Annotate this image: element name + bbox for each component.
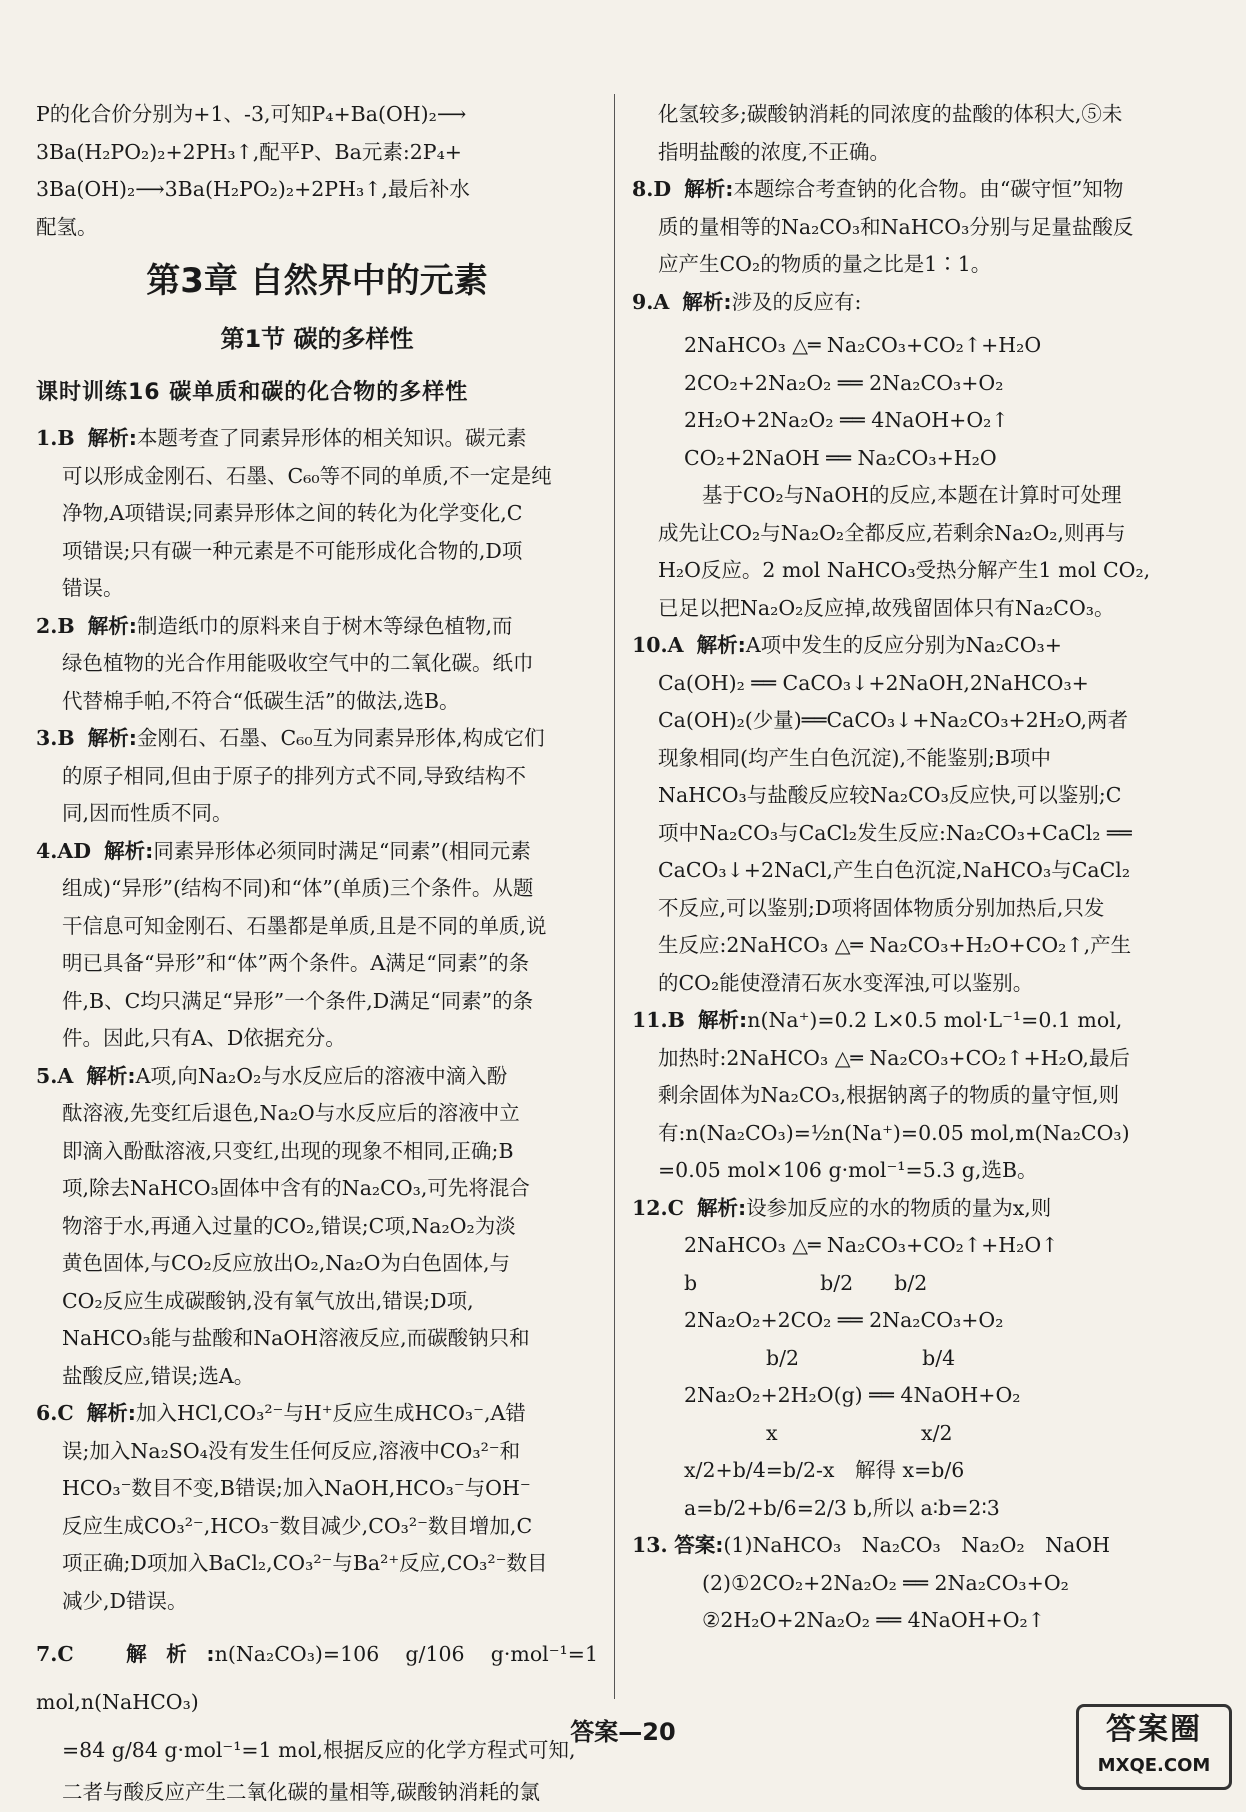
answer-item bbox=[36, 833, 598, 1058]
answer-text: 干信息可知金刚石、石墨都是单质,且是不同的单质,说 bbox=[62, 913, 547, 938]
answer-text: 反应生成CO₃²⁻,HCO₃⁻数目减少,CO₃²⁻数目增加,C bbox=[62, 1513, 533, 1538]
answer-number: 6.C bbox=[36, 1401, 74, 1425]
answer-item bbox=[632, 1190, 1210, 1528]
answer-text: 件,B、C均只满足“异形”一个条件,D满足“同素”的条 bbox=[62, 988, 534, 1013]
analysis-label: 解析: bbox=[684, 177, 734, 201]
answer-text: 二者与酸反应产生二氧化碳的量相等,碳酸钠消耗的氯 bbox=[62, 1780, 541, 1804]
answer-text: 项正确;D项加入BaCl₂,CO₃²⁻与Ba²⁺反应,CO₃²⁻数目 bbox=[62, 1551, 548, 1575]
answer-number: 10.A bbox=[632, 633, 684, 657]
answer-text: 即滴入酚酞溶液,只变红,出现的现象不相同,正确;B bbox=[62, 1138, 514, 1163]
answer-text: CO₂反应生成碳酸钠,没有氧气放出,错误;D项, bbox=[62, 1288, 474, 1313]
answer-text: 可以形成金刚石、石墨、C₆₀等不同的单质,不一定是纯 bbox=[62, 463, 552, 488]
answer-text: H₂O反应。2 mol NaHCO₃受热分解产生1 mol CO₂, bbox=[658, 558, 1151, 582]
answer-text: 酞溶液,先变红后退色,Na₂O与水反应后的溶液中立 bbox=[62, 1101, 520, 1125]
answer-text: (1)NaHCO₃ Na₂CO₃ Na₂O₂ NaOH bbox=[723, 1533, 1111, 1557]
answer-text: 加入HCl,CO₃²⁻与H⁺反应生成HCO₃⁻,A错 bbox=[135, 1401, 526, 1425]
answer-text: 不反应,可以鉴别;D项将固体物质分别加热后,只发 bbox=[658, 895, 1105, 920]
answer-text: 盐酸反应,错误;选A。 bbox=[62, 1363, 255, 1388]
equation: x x/2 bbox=[684, 1420, 953, 1445]
watermark-top: 答案圈 bbox=[1106, 1712, 1202, 1747]
answer-text: 本题考查了同素异形体的相关知识。碳元素 bbox=[136, 426, 527, 450]
equation: 2NaHCO₃ △═ Na₂CO₃+CO₂↑+H₂O bbox=[684, 333, 1042, 357]
answer-text: 加热时:2NaHCO₃ △═ Na₂CO₃+CO₂↑+H₂O,最后 bbox=[658, 1045, 1130, 1070]
answer-text: NaHCO₃能与盐酸和NaOH溶液反应,而碳酸钠只和 bbox=[62, 1326, 530, 1350]
answer-number: 13. bbox=[632, 1533, 668, 1557]
column-divider bbox=[614, 94, 615, 1699]
answer-item bbox=[36, 1395, 598, 1620]
answer-text: HCO₃⁻数目不变,B错误;加入NaOH,HCO₃⁻与OH⁻ bbox=[62, 1476, 531, 1500]
answer-label: 答案: bbox=[674, 1533, 724, 1557]
watermark-bottom: MXQE.COM bbox=[1097, 1755, 1211, 1776]
answer-text: 成先让CO₂与Na₂O₂全都反应,若剩余Na₂O₂,则再与 bbox=[658, 520, 1126, 545]
answer-text: Ca(OH)₂(少量)══CaCO₃↓+Na₂CO₃+2H₂O,两者 bbox=[658, 708, 1128, 732]
analysis-label: 解析: bbox=[87, 426, 137, 450]
answer-text: NaHCO₃与盐酸反应较Na₂CO₃反应快,可以鉴别;C bbox=[658, 783, 1122, 807]
answer-text: 剩余固体为Na₂CO₃,根据钠离子的物质的量守恒,则 bbox=[658, 1083, 1120, 1107]
answer-text: 净物,A项错误;同素异形体之间的转化为化学变化,C bbox=[62, 501, 523, 525]
right-column bbox=[632, 96, 1210, 1640]
answer-item bbox=[36, 420, 598, 608]
answer-text: 组成)“异形”(结构不同)和“体”(单质)三个条件。从题 bbox=[62, 876, 534, 900]
answer-text: 同,因而性质不同。 bbox=[62, 801, 233, 825]
answer-number: 8.D bbox=[632, 177, 672, 201]
answer-item bbox=[632, 284, 1210, 628]
equation: 2NaHCO₃ △═ Na₂CO₃+CO₂↑+H₂O↑ bbox=[684, 1233, 1059, 1257]
answer-number: 3.B bbox=[36, 726, 75, 750]
equation: 2Na₂O₂+2CO₂ ══ 2Na₂CO₃+O₂ bbox=[684, 1308, 1004, 1332]
answer-number: 4.AD bbox=[36, 838, 92, 863]
answer-text: 生反应:2NaHCO₃ △═ Na₂CO₃+H₂O+CO₂↑,产生 bbox=[658, 933, 1132, 957]
answer-text: 现象相同(均产生白色沉淀),不能鉴别;B项中 bbox=[658, 745, 1051, 770]
page-footer: 答案—20 bbox=[570, 1718, 676, 1746]
intro-line: 3Ba(H₂PO₂)₂+2PH₃↑,配平P、Ba元素:2P₄+ bbox=[36, 139, 462, 164]
answer-text: Ca(OH)₂ ══ CaCO₃↓+2NaOH,2NaHCO₃+ bbox=[658, 670, 1089, 695]
answer-text: 金刚石、石墨、C₆₀互为同素异形体,构成它们 bbox=[136, 726, 545, 750]
answer-text: 的CO₂能使澄清石灰水变浑浊,可以鉴别。 bbox=[658, 970, 1034, 995]
answer-text: 已足以把Na₂O₂反应掉,故残留固体只有Na₂CO₃。 bbox=[658, 595, 1115, 620]
answer-text: A项中发生的反应分别为Na₂CO₃+ bbox=[745, 633, 1062, 657]
intro-line: 3Ba(OH)₂⟶3Ba(H₂PO₂)₂+2PH₃↑,最后补水 bbox=[36, 177, 470, 201]
answer-item bbox=[36, 1058, 598, 1396]
answer-number: 7.C bbox=[36, 1642, 74, 1666]
answer-text: 件。因此,只有A、D依据充分。 bbox=[62, 1026, 346, 1050]
answer-text: =84 g/84 g·mol⁻¹=1 mol,根据反应的化学方程式可知, bbox=[62, 1738, 576, 1762]
answer-text: 项错误;只有碳一种元素是不可能形成化合物的,D项 bbox=[62, 538, 523, 563]
answer-number: 1.B bbox=[36, 426, 75, 450]
answer-text: 基于CO₂与NaOH的反应,本题在计算时可处理 bbox=[702, 483, 1122, 507]
equation: a=b/2+b/6=2/3 b,所以 a∶b=2∶3 bbox=[684, 1495, 1000, 1520]
answer-text: =0.05 mol×106 g·mol⁻¹=5.3 g,选B。 bbox=[658, 1158, 1038, 1182]
answer-text: 本题综合考查钠的化合物。由“碳守恒”知物 bbox=[733, 177, 1124, 201]
answer-text: 物溶于水,再通入过量的CO₂,错误;C项,Na₂O₂为淡 bbox=[62, 1213, 516, 1238]
answer-number: 5.A bbox=[36, 1063, 74, 1088]
answer-item bbox=[632, 627, 1210, 1002]
answer-item bbox=[632, 171, 1210, 284]
answer-text: 明已具备“异形”和“体”两个条件。A满足“同素”的条 bbox=[62, 951, 530, 975]
equation: 2H₂O+2Na₂O₂ ══ 4NaOH+O₂↑ bbox=[684, 408, 1009, 432]
lesson-title: 课时训练16 碳单质和碳的化合物的多样性 bbox=[36, 380, 469, 405]
answer-text: ②2H₂O+2Na₂O₂ ══ 4NaOH+O₂↑ bbox=[702, 1608, 1045, 1632]
answer-item bbox=[36, 720, 598, 833]
answer-text: CaCO₃↓+2NaCl,产生白色沉淀,NaHCO₃与CaCl₂ bbox=[658, 858, 1131, 882]
answer-number: 9.A bbox=[632, 289, 670, 314]
section-title: 第1节 碳的多样性 bbox=[220, 325, 414, 353]
analysis-label: 解析: bbox=[86, 1401, 136, 1425]
analysis-label: 解析: bbox=[104, 838, 154, 863]
equation: 2CO₂+2Na₂O₂ ══ 2Na₂CO₃+O₂ bbox=[684, 370, 1004, 395]
answer-text: 设参加反应的水的物质的量为x,则 bbox=[746, 1195, 1052, 1220]
analysis-label: 解析: bbox=[697, 1195, 747, 1220]
answer-text: 项中Na₂CO₃与CaCl₂发生反应:Na₂CO₃+CaCl₂ ══ bbox=[658, 820, 1132, 845]
answer-number: 12.C bbox=[632, 1195, 684, 1220]
answer-text: 同素异形体必须同时满足“同素”(相同元素 bbox=[153, 838, 531, 863]
answer-text: (2)①2CO₂+2Na₂O₂ ══ 2Na₂CO₃+O₂ bbox=[702, 1570, 1069, 1595]
equation: b b/2 b/2 bbox=[684, 1270, 928, 1295]
answer-text: 绿色植物的光合作用能吸收空气中的二氧化碳。纸巾 bbox=[62, 651, 534, 675]
answer-text: 项,除去NaHCO₃固体中含有的Na₂CO₃,可先将混合 bbox=[62, 1176, 530, 1200]
intro-line: 配氢。 bbox=[36, 214, 98, 239]
answer-text: 质的量相等的Na₂CO₃和NaHCO₃分别与足量盐酸反 bbox=[658, 214, 1134, 239]
answer-text: 涉及的反应有: bbox=[731, 289, 862, 314]
answer-number: 11.B bbox=[632, 1008, 685, 1032]
continued-text: 化氢较多;碳酸钠消耗的同浓度的盐酸的体积大,⑤未 bbox=[658, 102, 1123, 126]
equation: x/2+b/4=b/2-x 解得 x=b/6 bbox=[684, 1458, 965, 1482]
analysis-label: 解析: bbox=[87, 613, 137, 638]
answer-text: 黄色固体,与CO₂反应放出O₂,Na₂O为白色固体,与 bbox=[62, 1251, 510, 1275]
answer-number: 2.B bbox=[36, 613, 75, 638]
analysis-label: 解析: bbox=[86, 1063, 136, 1088]
answer-text: 有:n(Na₂CO₃)=½n(Na⁺)=0.05 mol,m(Na₂CO₃) bbox=[658, 1120, 1130, 1145]
analysis-label: 解析: bbox=[698, 1008, 748, 1032]
equation: 2Na₂O₂+2H₂O(g) ══ 4NaOH+O₂ bbox=[684, 1383, 1021, 1407]
answer-text: 减少,D错误。 bbox=[62, 1588, 188, 1613]
left-column bbox=[36, 96, 598, 1812]
watermark-logo bbox=[1076, 1704, 1232, 1790]
continued-text: 指明盐酸的浓度,不正确。 bbox=[658, 139, 891, 164]
answer-text: 应产生CO₂的物质的量之比是1∶1。 bbox=[658, 252, 992, 276]
answer-text: n(Na⁺)=0.2 L×0.5 mol·L⁻¹=0.1 mol, bbox=[747, 1008, 1123, 1032]
intro-line: P的化合价分别为+1、-3,可知P₄+Ba(OH)₂⟶ bbox=[36, 102, 467, 126]
analysis-label: 解析: bbox=[682, 289, 732, 314]
answer-item bbox=[632, 1002, 1210, 1190]
answer-item bbox=[36, 608, 598, 721]
answer-text: 错误。 bbox=[62, 576, 124, 600]
analysis-label: 解析: bbox=[696, 633, 746, 657]
answer-text: 代替棉手帕,不符合“低碳生活”的做法,选B。 bbox=[62, 688, 460, 713]
answer-text: 的原子相同,但由于原子的排列方式不同,导致结构不 bbox=[62, 763, 527, 788]
analysis-label: 解析: bbox=[126, 1642, 215, 1666]
answer-text: 误;加入Na₂SO₄没有发生任何反应,溶液中CO₃²⁻和 bbox=[62, 1438, 521, 1463]
answer-item bbox=[632, 1527, 1210, 1640]
analysis-label: 解析: bbox=[87, 726, 137, 750]
equation: b/2 b/4 bbox=[684, 1345, 956, 1370]
equation: CO₂+2NaOH ══ Na₂CO₃+H₂O bbox=[684, 445, 997, 470]
answer-text: n(Na₂CO₃)=106 g/106 g·mol⁻¹=1 mol,n(NaHCO₃) bbox=[36, 1642, 598, 1714]
answer-text: A项,向Na₂O₂与水反应后的溶液中滴入酚 bbox=[135, 1063, 508, 1088]
chapter-title: 第3章 自然界中的元素 bbox=[146, 261, 488, 301]
answer-text: 制造纸巾的原料来自于树木等绿色植物,而 bbox=[136, 613, 513, 638]
